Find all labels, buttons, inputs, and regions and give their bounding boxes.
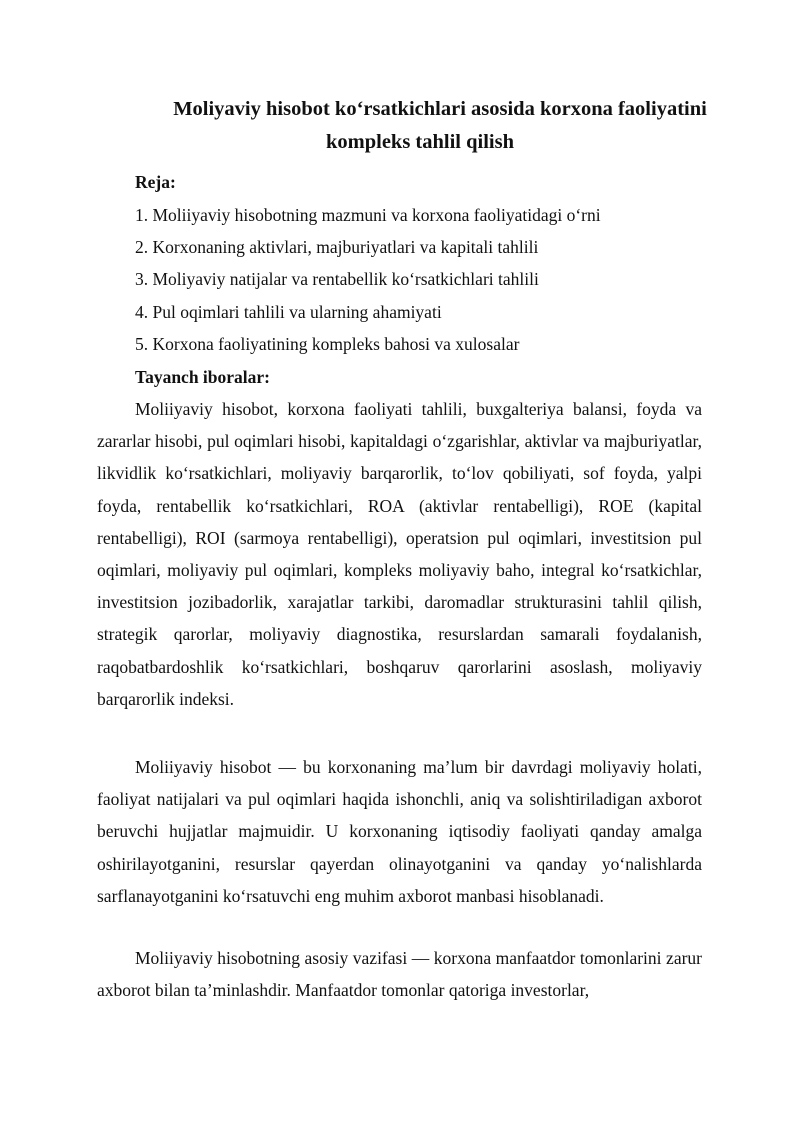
plan-heading: Reja:	[135, 172, 176, 192]
keywords-paragraph: Moliiyaviy hisobot, korxona faoliyati tahlili, buxgalteriya balansi, foyda va zararlar hisobi, pul oqimlari hisobi, kapitaldagi o‘zgarishlar, aktivlar va majburiyatlar, likvidlik ko‘rsatkichlari, moliyaviy barqarorlik, to‘lov qobiliyati, sof foyda, yalpi foyda, rentabellik ko‘rsatkichlari, ROA (aktivlar rentabelligi), ROE (kapital rentabelligi), ROI (sarmoya rentabelligi), operatsion pul oqimlari, investitsion pul oqimlari, moliyaviy pul oqimlari, kompleks moliyaviy baho, integral ko‘rsatkichlar, investitsion jozibadorlik, xarajatlar tarkibi, daromadlar strukturasini tahlil qilish, strategik qarorlar, moliyaviy diagnostika, resurslardan samarali foydalanish, raqobatbardoshlik ko‘rsatkichlari, boshqaruv qarorlarini asoslash, moliyaviy barqarorlik indeksi.	[97, 399, 702, 709]
keywords-heading: Tayanch iboralar:	[135, 367, 270, 387]
plan-item-3: 3. Moliyaviy natijalar va rentabellik ko‘rsatkichlari tahlili	[135, 269, 539, 289]
body-paragraph-1: Moliiyaviy hisobot — bu korxonaning ma’lum bir davrdagi moliyaviy holati, faoliyat natijalari va pul oqimlari haqida ishonchli, aniq va solishtiriladigan axborot beruvchi hujjatlar majmuidir. U korxonaning iqtisodiy faoliyati qanday amalga oshirilayotganini, resurslar qayerdan olinayotganini va qanday yo‘nalishlarda sarflanayotganini ko‘rsatuvchi eng muhim axborot manbasi hisoblanadi.	[97, 757, 702, 906]
plan-item-5: 5. Korxona faoliyatining kompleks bahosi va xulosalar	[135, 334, 520, 354]
title-line-2: kompleks tahlil qilish	[326, 131, 514, 153]
body-paragraph-2: Moliiyaviy hisobotning asosiy vazifasi — korxona manfaatdor tomonlarini zarur axborot bilan ta’minlashdir. Manfaatdor tomonlar qatoriga investorlar,	[97, 948, 702, 1001]
plan-item-1: 1. Moliiyaviy hisobotning mazmuni va korxona faoliyatidagi o‘rni	[135, 205, 601, 225]
document-title	[100, 93, 740, 159]
plan-item-2: 2. Korxonaning aktivlari, majburiyatlari va kapitali tahlili	[135, 237, 539, 257]
title-line-1: Moliyaviy hisobot ko‘rsatkichlari asosida korxona faoliyatini	[173, 98, 707, 120]
plan-item-4: 4. Pul oqimlari tahlili va ularning ahamiyati	[135, 302, 442, 322]
